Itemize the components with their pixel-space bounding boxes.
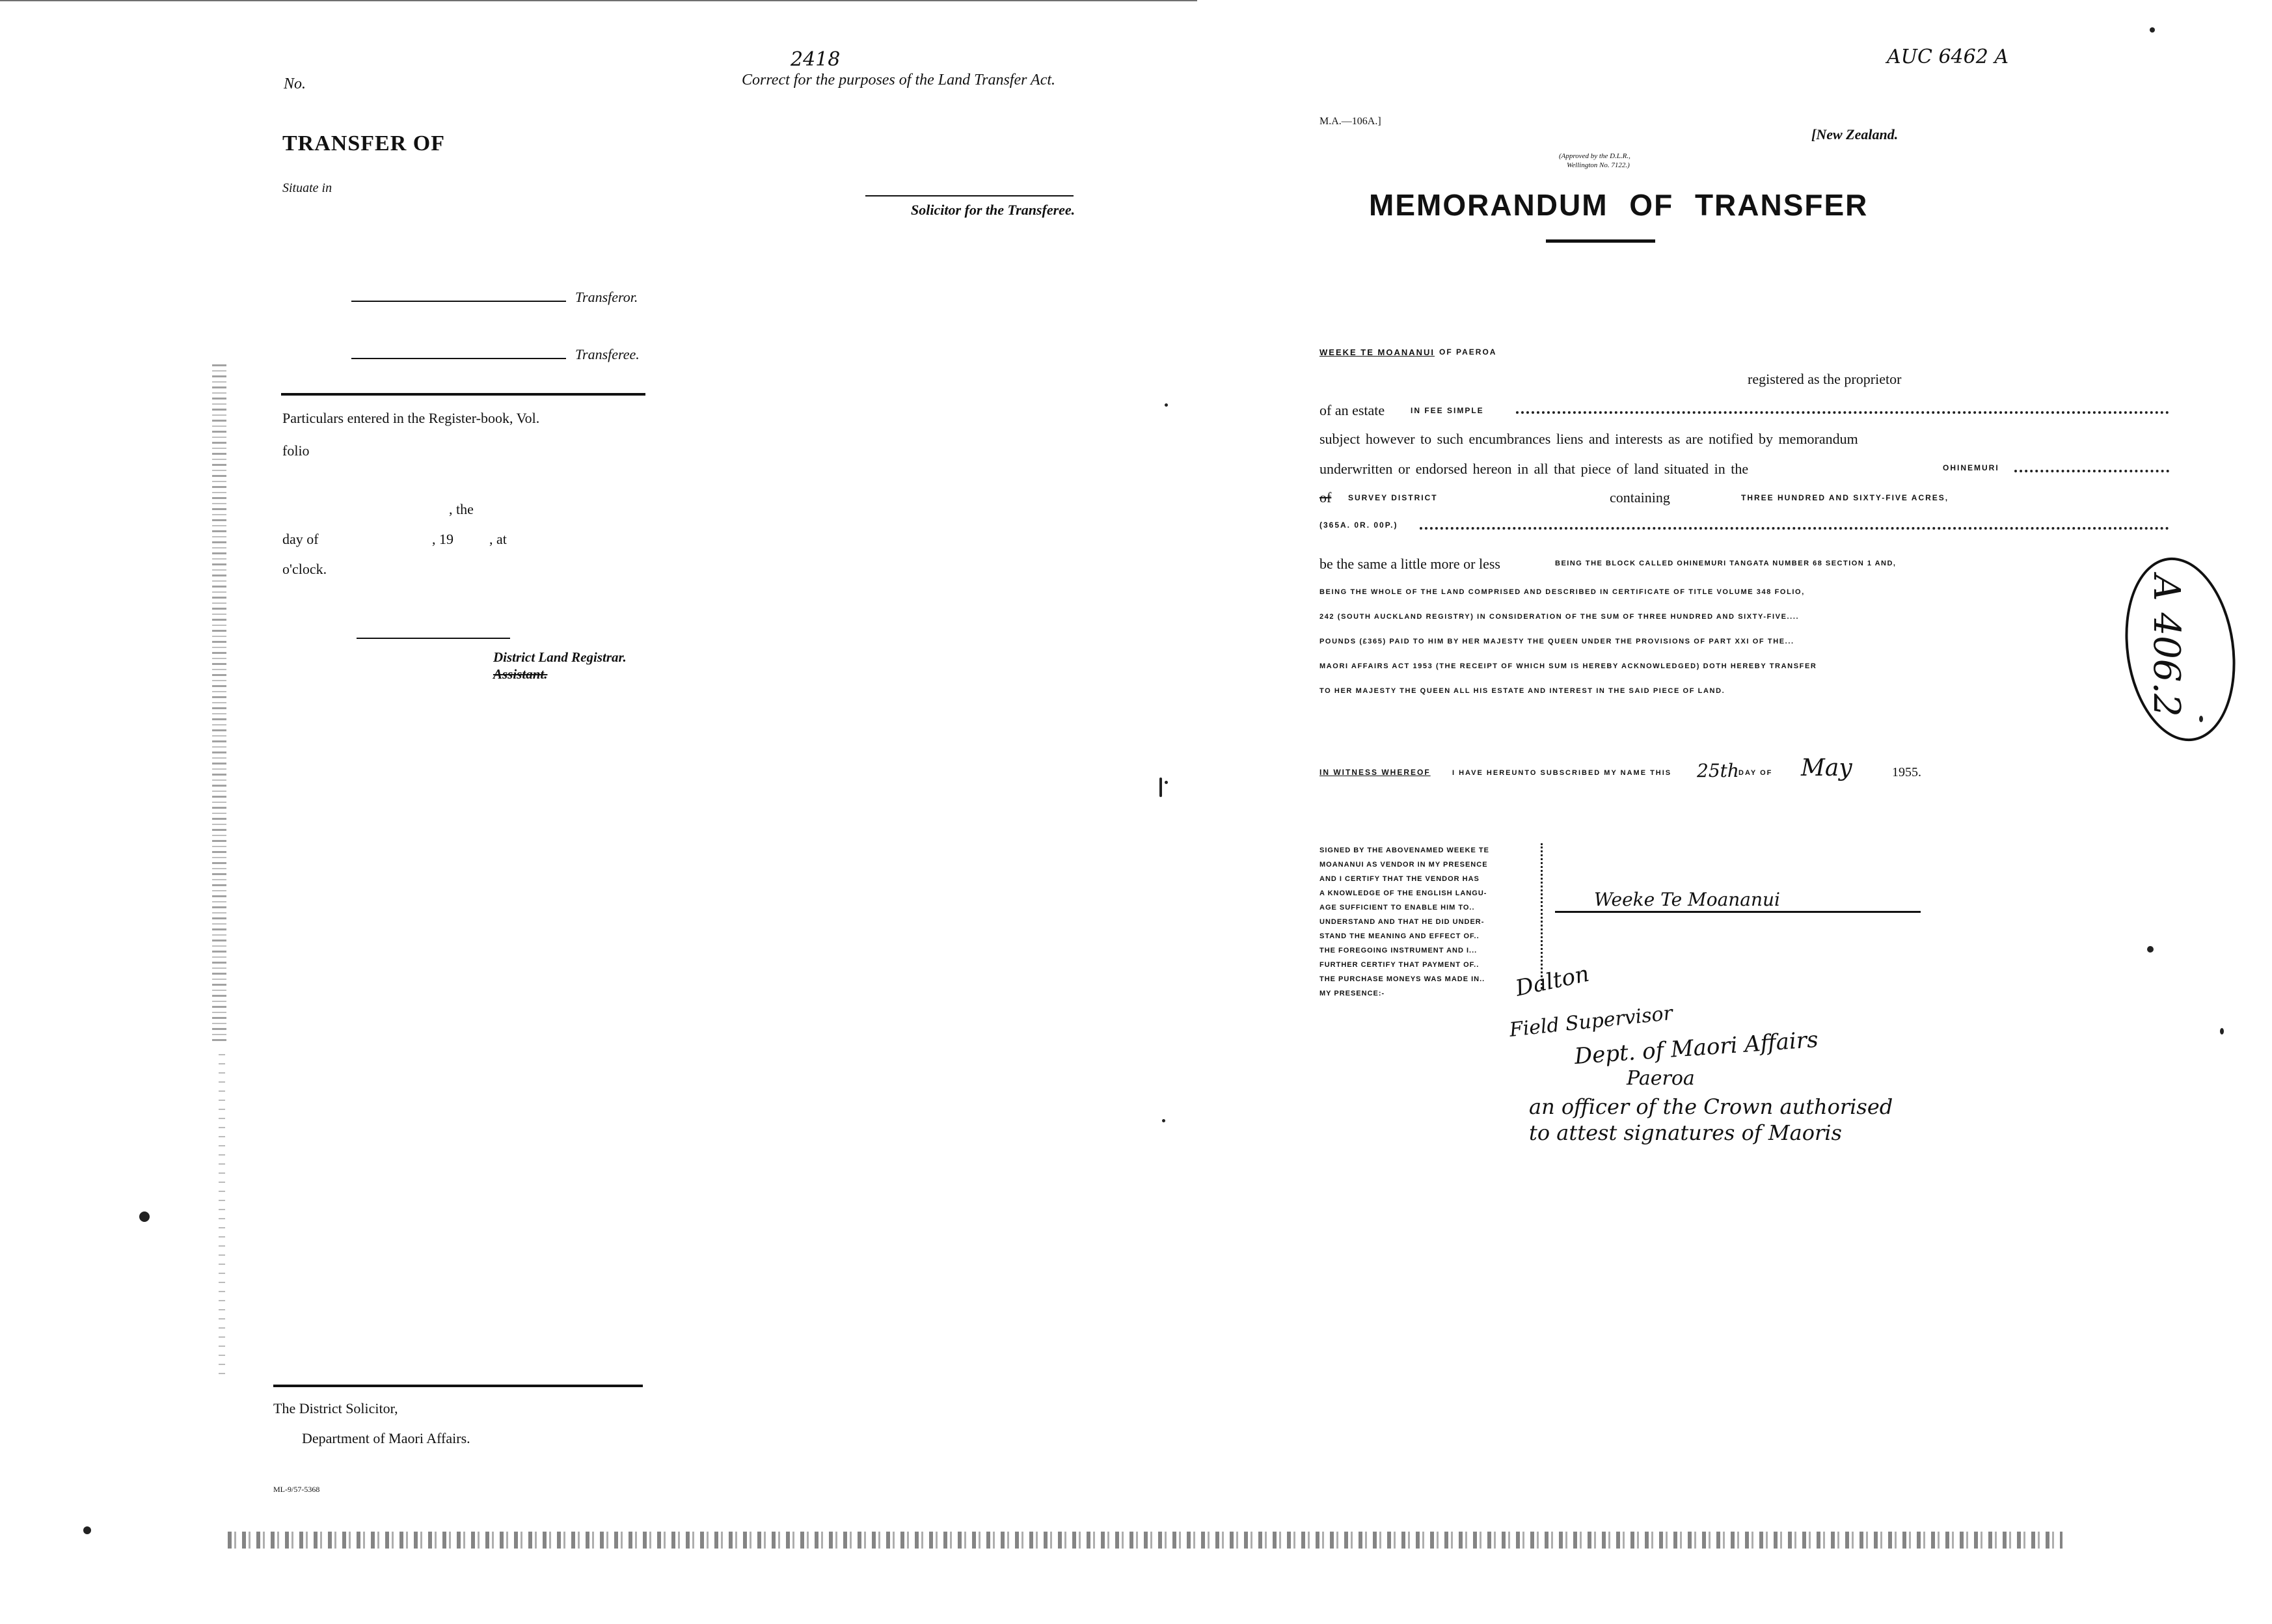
witness-authority-2: to attest signatures of Maoris [1529,1120,1842,1145]
day-of-label: day of [282,531,319,547]
of-word: of [1319,489,1332,506]
body-line: TO HER MAJESTY THE QUEEN ALL HIS ESTATE AND INTEREST IN THE SAID PIECE OF LAND. [1319,687,1725,695]
area-figures: (365A. 0R. 00P.) [1319,521,1398,530]
underwritten-line: underwritten or endorsed hereon in all that piece of land situated in the [1319,461,1749,477]
oclock-label: o'clock. [282,561,327,577]
scan-speck [1165,403,1168,407]
proprietor-place: OF PAEROA [1439,347,1497,357]
attestation-block [1319,843,1541,1001]
registered-as-text: registered as the proprietor [1748,371,1902,387]
body-line: 242 (SOUTH AUCKLAND REGISTRY) IN CONSIDERATION OF THE SUM OF THREE HUNDRED AND SIXTY-FIVE.... [1319,613,1800,621]
scan-speck [2147,946,2154,953]
estate-prefix: of an estate [1319,402,1385,418]
witness-dayof: DAY OF [1738,769,1773,777]
attestation-line: MOANANUI AS VENDOR IN MY PRESENCE [1319,861,1488,869]
transferee-label: Transferee. [575,346,640,362]
situate-in-label: Situate in [282,181,332,195]
area-words: THREE HUNDRED AND SIXTY-FIVE ACRES, [1741,493,1949,502]
solicitor-label: Solicitor for the Transferee. [911,202,1075,218]
binding-edge-noise [212,364,226,1041]
witness-text: I HAVE HEREUNTO SUBSCRIBED MY NAME THIS [1452,769,1672,777]
binding-edge-noise-2 [219,1054,225,1379]
witness-signature: Dalton [1513,960,1592,1002]
attestation-line: FURTHER CERTIFY THAT PAYMENT OF.. [1319,961,1480,969]
attestation-bracket [1535,843,1543,989]
witness-authority-1: an officer of the Crown authorised [1529,1094,1893,1119]
scan-speck [139,1211,150,1222]
district-solicitor: The District Solicitor, [273,1400,398,1416]
scan-speck [1165,781,1168,784]
approved-line-2: Wellington No. 7122.) [1567,161,1630,169]
attestation-line: AND I CERTIFY THAT THE VENDOR HAS [1319,875,1480,883]
vendor-signature-rule [1555,911,1921,913]
scan-speck [83,1526,91,1534]
solicitor-rule [865,195,1074,196]
attestation-line: UNDERSTAND AND THAT HE DID UNDER- [1319,918,1485,926]
witness-day: 25th [1697,760,1739,781]
attestation-line: STAND THE MEANING AND EFFECT OF.. [1319,932,1480,940]
attestation-line: THE FOREGOING INSTRUMENT AND I... [1319,947,1478,954]
scan-speck [2199,716,2203,722]
attestation-line: AGE SUFFICIENT TO ENABLE HIM TO.. [1319,904,1475,912]
section-divider [281,393,645,396]
scan-speck [2150,27,2155,33]
transferor-label: Transferor. [575,289,638,305]
attestation-line: SIGNED BY THE ABOVENAMED WEEKE TE [1319,846,1489,854]
witness-place: Paeroa [1627,1067,1695,1090]
attestation-line: A KNOWLEDGE OF THE ENGLISH LANGU- [1319,889,1487,897]
correct-note: Correct for the purposes of the Land Transfer Act. [742,72,1056,88]
body-line-lead: be the same a little more or less [1319,556,1500,572]
attestation-line: THE PURCHASE MONEYS WAS MADE IN.. [1319,975,1485,983]
body-line: BEING THE BLOCK CALLED OHINEMURI TANGATA NUMBER 68 SECTION 1 AND, [1555,560,1897,567]
correct-note-number: 2418 [791,48,841,71]
number-label: No. [284,75,306,92]
registrar-label: District Land Registrar. [493,649,627,665]
folio-label: folio [282,442,310,459]
district-name: OHINEMURI [1943,463,1999,472]
reference-number: AUC 6462 A [1887,46,2008,68]
transferee-rule [351,358,566,359]
district-leader [2014,470,2169,472]
scan-speck [2220,1028,2224,1035]
survey-district: SURVEY DISTRICT [1348,493,1438,502]
transfer-of-heading: TRANSFER OF [282,131,445,156]
witness-year: 1955. [1892,765,1921,779]
scan-top-edge [0,0,1197,1]
scan-mark [1159,778,1162,797]
document-title: MEMORANDUM OF TRANSFER [1369,188,1869,222]
scan-speck [1162,1119,1165,1122]
at-label: , at [489,531,507,547]
registrar-rule [357,638,510,639]
margin-note: A 406.2 [2144,575,2187,717]
witness-lead: IN WITNESS WHEREOF [1319,768,1431,777]
body-line: MAORI AFFAIRS ACT 1953 (THE RECEIPT OF WHICH SUM IS HEREBY ACKNOWLEDGED) DOTH HEREBY TRANSFER [1319,662,1817,670]
subject-line: subject however to such encumbrances liens and interests as are notified by memorandum [1319,431,1858,447]
body-line: POUNDS (£365) PAID TO HIM BY HER MAJESTY THE QUEEN UNDER THE PROVISIONS OF PART XXI OF THE... [1319,638,1794,645]
footer-divider [273,1385,643,1387]
form-code: M.A.—106A.] [1319,116,1381,127]
witness-department: Dept. of Maori Affairs [1573,1026,1819,1070]
area-leader [1420,527,2169,530]
approved-line-1: (Approved by the D.L.R., [1559,152,1630,160]
title-underline [1546,239,1655,243]
vendor-signature: Weeke Te Moananui [1594,889,1781,910]
year-prefix: , 19 [432,531,453,547]
transferor-rule [351,301,566,302]
containing-label: containing [1610,489,1670,506]
the-label: , the [449,501,474,517]
witness-month: May [1801,755,1852,781]
particulars-text: Particulars entered in the Register-book, Vol. [282,410,540,426]
assistant-label: Assistant. [493,666,548,682]
country-label: [New Zealand. [1811,126,1899,142]
body-line: BEING THE WHOLE OF THE LAND COMPRISED AND DESCRIBED IN CERTIFICATE OF TITLE VOLUME 348 FOLIO, [1319,588,1805,596]
witness-title: Field Supervisor [1508,1001,1674,1042]
department-label: Department of Maori Affairs. [302,1430,470,1446]
memorandum-page [1210,0,2272,1624]
attestation-line: MY PRESENCE:- [1319,990,1385,997]
estate-leader [1516,411,2169,414]
proprietor-name: WEEKE TE MOANANUI [1319,347,1435,357]
estate-type: IN FEE SIMPLE [1411,406,1484,415]
print-code: ML-9/57-5368 [273,1485,320,1494]
